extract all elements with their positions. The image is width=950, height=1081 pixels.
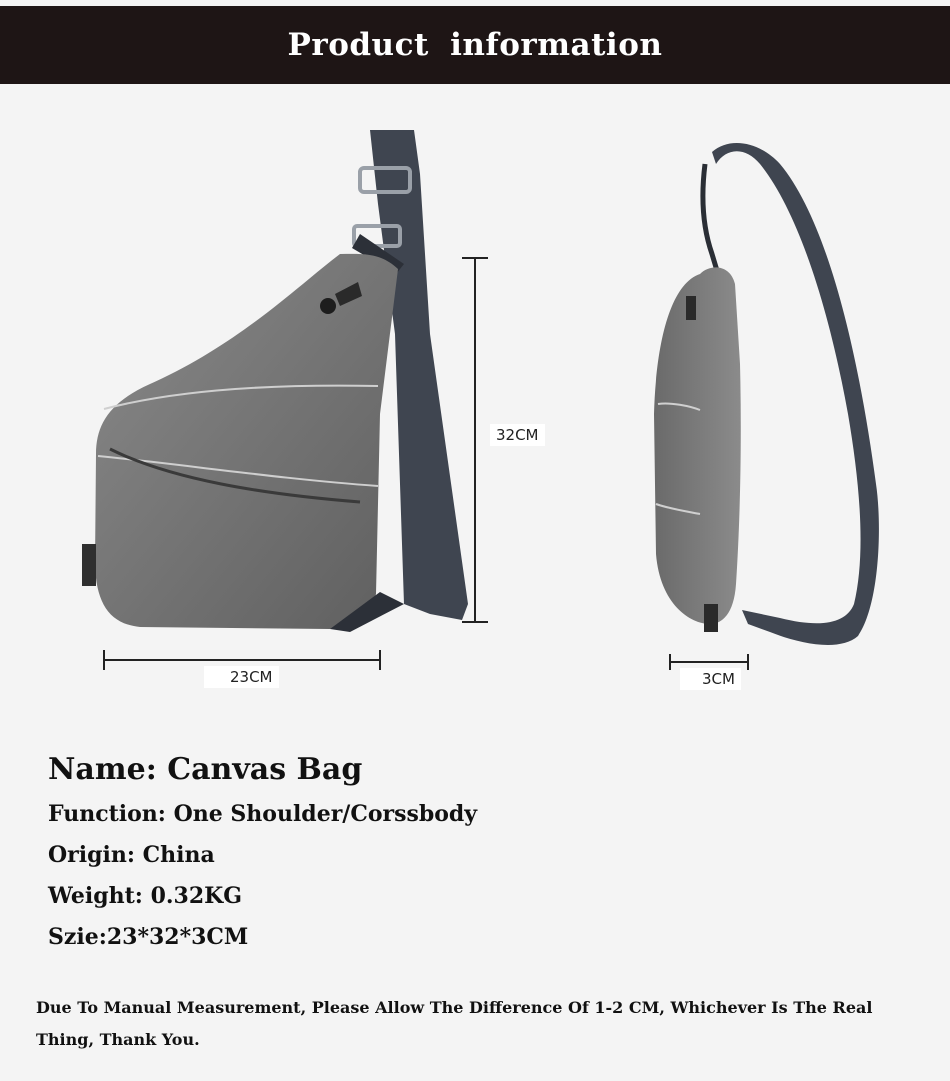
side-bag — [654, 143, 879, 645]
product-photo — [0, 84, 950, 714]
product-size: Szie:23*32*3CM — [48, 924, 249, 950]
depth-label: 3CM — [680, 668, 741, 690]
product-name: Name: Canvas Bag — [48, 752, 363, 787]
header-banner — [0, 6, 950, 84]
height-label: 32CM — [490, 424, 545, 446]
product-info — [48, 752, 908, 965]
product-weight: Weight: 0.32KG — [48, 883, 243, 909]
product-function: Function: One Shoulder/Corssbody — [48, 801, 478, 827]
measurement-note: Due To Manual Measurement, Please Allow The Difference Of 1-2 CM, Whichever Is The Real Thing, Thank You. — [36, 998, 873, 1049]
height-dimension-line — [462, 258, 488, 622]
page-title: Product information — [287, 27, 663, 63]
front-bag — [82, 130, 468, 632]
product-origin: Origin: China — [48, 842, 215, 868]
width-label: 23CM — [204, 666, 279, 688]
